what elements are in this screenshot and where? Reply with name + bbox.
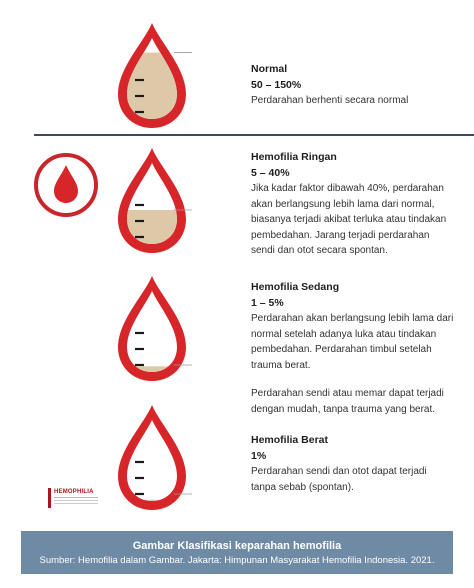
level-title: Hemofilia Berat (251, 434, 329, 446)
level-description: Perdarahan berhenti secara normal (251, 95, 409, 106)
drop-inner (127, 291, 177, 372)
level-description: Perdarahan sendi dan otot dapat terjadi tanpa sebab (spontan). (251, 466, 427, 493)
level-range: 1% (251, 449, 267, 462)
blood-drop-hemofilia-berat (112, 402, 192, 514)
level-title: Hemofilia Sedang (251, 281, 340, 293)
level-normal-text (251, 62, 441, 109)
blood-drop-normal (112, 20, 192, 132)
blood-drop-hemofilia-ringan (112, 145, 192, 257)
caption-source: Sumber: Hemofilia dalam Gambar. Jakarta: Himpunan Masyarakat Hemofilia Indonesia. 2021. (39, 555, 435, 566)
level-range: 50 – 150% (251, 78, 302, 91)
blood-drop-circle-icon (33, 152, 99, 218)
level-ringan-text (251, 150, 451, 259)
level-range: 1 – 5% (251, 296, 284, 309)
level-berat-text (251, 433, 441, 495)
hemophilia-logo (48, 486, 104, 510)
level-title: Hemofilia Ringan (251, 151, 337, 163)
figure-caption (21, 531, 453, 574)
logo-sub-lines (54, 497, 98, 498)
section-divider (34, 134, 474, 136)
level-description: Perdarahan akan berlangsung lebih lama dari normal setelah adanya luka atau tindakan pembedahan. Perdarahan timbul setelah trauma berat. (251, 313, 454, 371)
level-title: Normal (251, 63, 288, 75)
drop-inner (127, 420, 177, 501)
level-description: Jika kadar faktor dibawah 40%, perdarahan akan berlangsung lebih lama dari normal, biasanya terjadi akibat terluka atau tindakan pembedahan. Jarang terjadi perdarahan sendi dan otot secara spontan. (251, 183, 447, 256)
level-range: 5 – 40% (251, 166, 290, 179)
blood-drop-hemofilia-sedang (112, 273, 192, 385)
caption-title: Gambar Klasifikasi keparahan hemofilia (132, 540, 342, 552)
level-sedang-text (251, 280, 456, 417)
logo-name: HEMOPHILIA (54, 489, 94, 495)
level-description: Perdarahan sendi atau memar dapat terjadi dengan mudah, tanpa trauma yang berat. (251, 388, 444, 415)
factor-level-fill (112, 366, 192, 373)
